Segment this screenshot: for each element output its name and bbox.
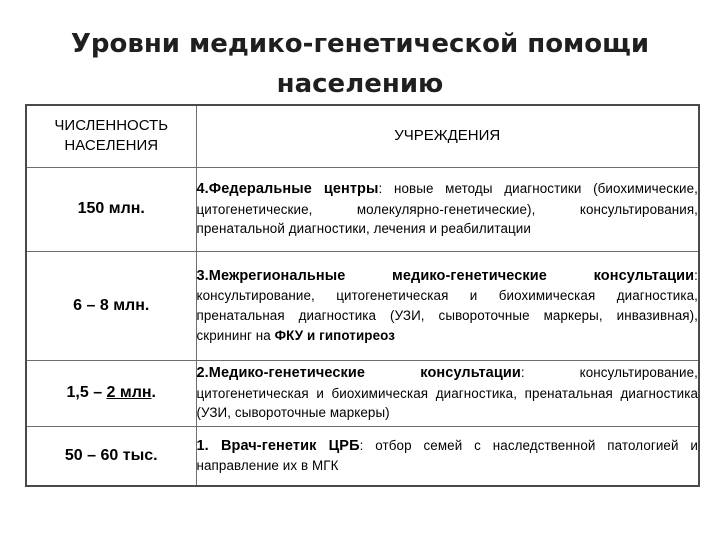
- title-line-2: населению: [276, 69, 444, 99]
- institution-title: 4.Федеральные центры: [196, 181, 379, 198]
- institution-bold-tail: ФКУ и гипотиреоз: [274, 327, 395, 343]
- institution-cell: [196, 360, 699, 426]
- table-row: [26, 167, 699, 251]
- population-underlined: 2 млн: [106, 384, 152, 401]
- institution-title: 1. Врач-генетик ЦРБ: [196, 437, 360, 454]
- institution-cell: [196, 167, 699, 251]
- levels-table: [25, 104, 700, 487]
- institution-text: : новые методы диагностики (биохимические, цитогенетические, молекулярно-генетические), консультирования, пренатальной диагностики, лечения и реабилитации: [196, 181, 698, 237]
- institution-cell: [196, 426, 699, 486]
- table-row: [26, 251, 699, 360]
- title-line-1: Уровни медико-генетической помощи: [70, 29, 650, 59]
- institution-cell: [196, 251, 699, 360]
- population-cell: 6 – 8 млн.: [26, 251, 196, 360]
- page-title: [0, 24, 720, 104]
- institution-text: : консультирование, цитогенетическая и биохимическая диагностика, пренатальная диагностика (УЗИ, сывороточные маркеры): [196, 365, 698, 421]
- institution-text: : отбор семей с наследственной патологией и направление их в МГК: [196, 437, 698, 474]
- population-cell: [26, 360, 196, 426]
- header-population: ЧИСЛЕННОСТЬ НАСЕЛЕНИЯ: [26, 105, 196, 167]
- header-institutions: УЧРЕЖДЕНИЯ: [196, 105, 699, 167]
- population-prefix: 1,5 –: [66, 384, 107, 401]
- institution-title: 3.Межрегиональные медико-генетические консультации: [196, 267, 695, 284]
- table-row: [26, 426, 699, 486]
- population-cell: 50 – 60 тыс.: [26, 426, 196, 486]
- table-row: [26, 360, 699, 426]
- institution-title: 2.Медико-генетические консультации: [196, 365, 521, 382]
- header-row: [26, 105, 699, 167]
- population-suffix: .: [151, 384, 156, 401]
- population-cell: 150 млн.: [26, 167, 196, 251]
- institution-text: : консультирование, цитогенетическая и биохимическая диагностика, пренатальная диагностика (УЗИ, сывороточные маркеры, инвазивная), скрининг на: [196, 267, 698, 343]
